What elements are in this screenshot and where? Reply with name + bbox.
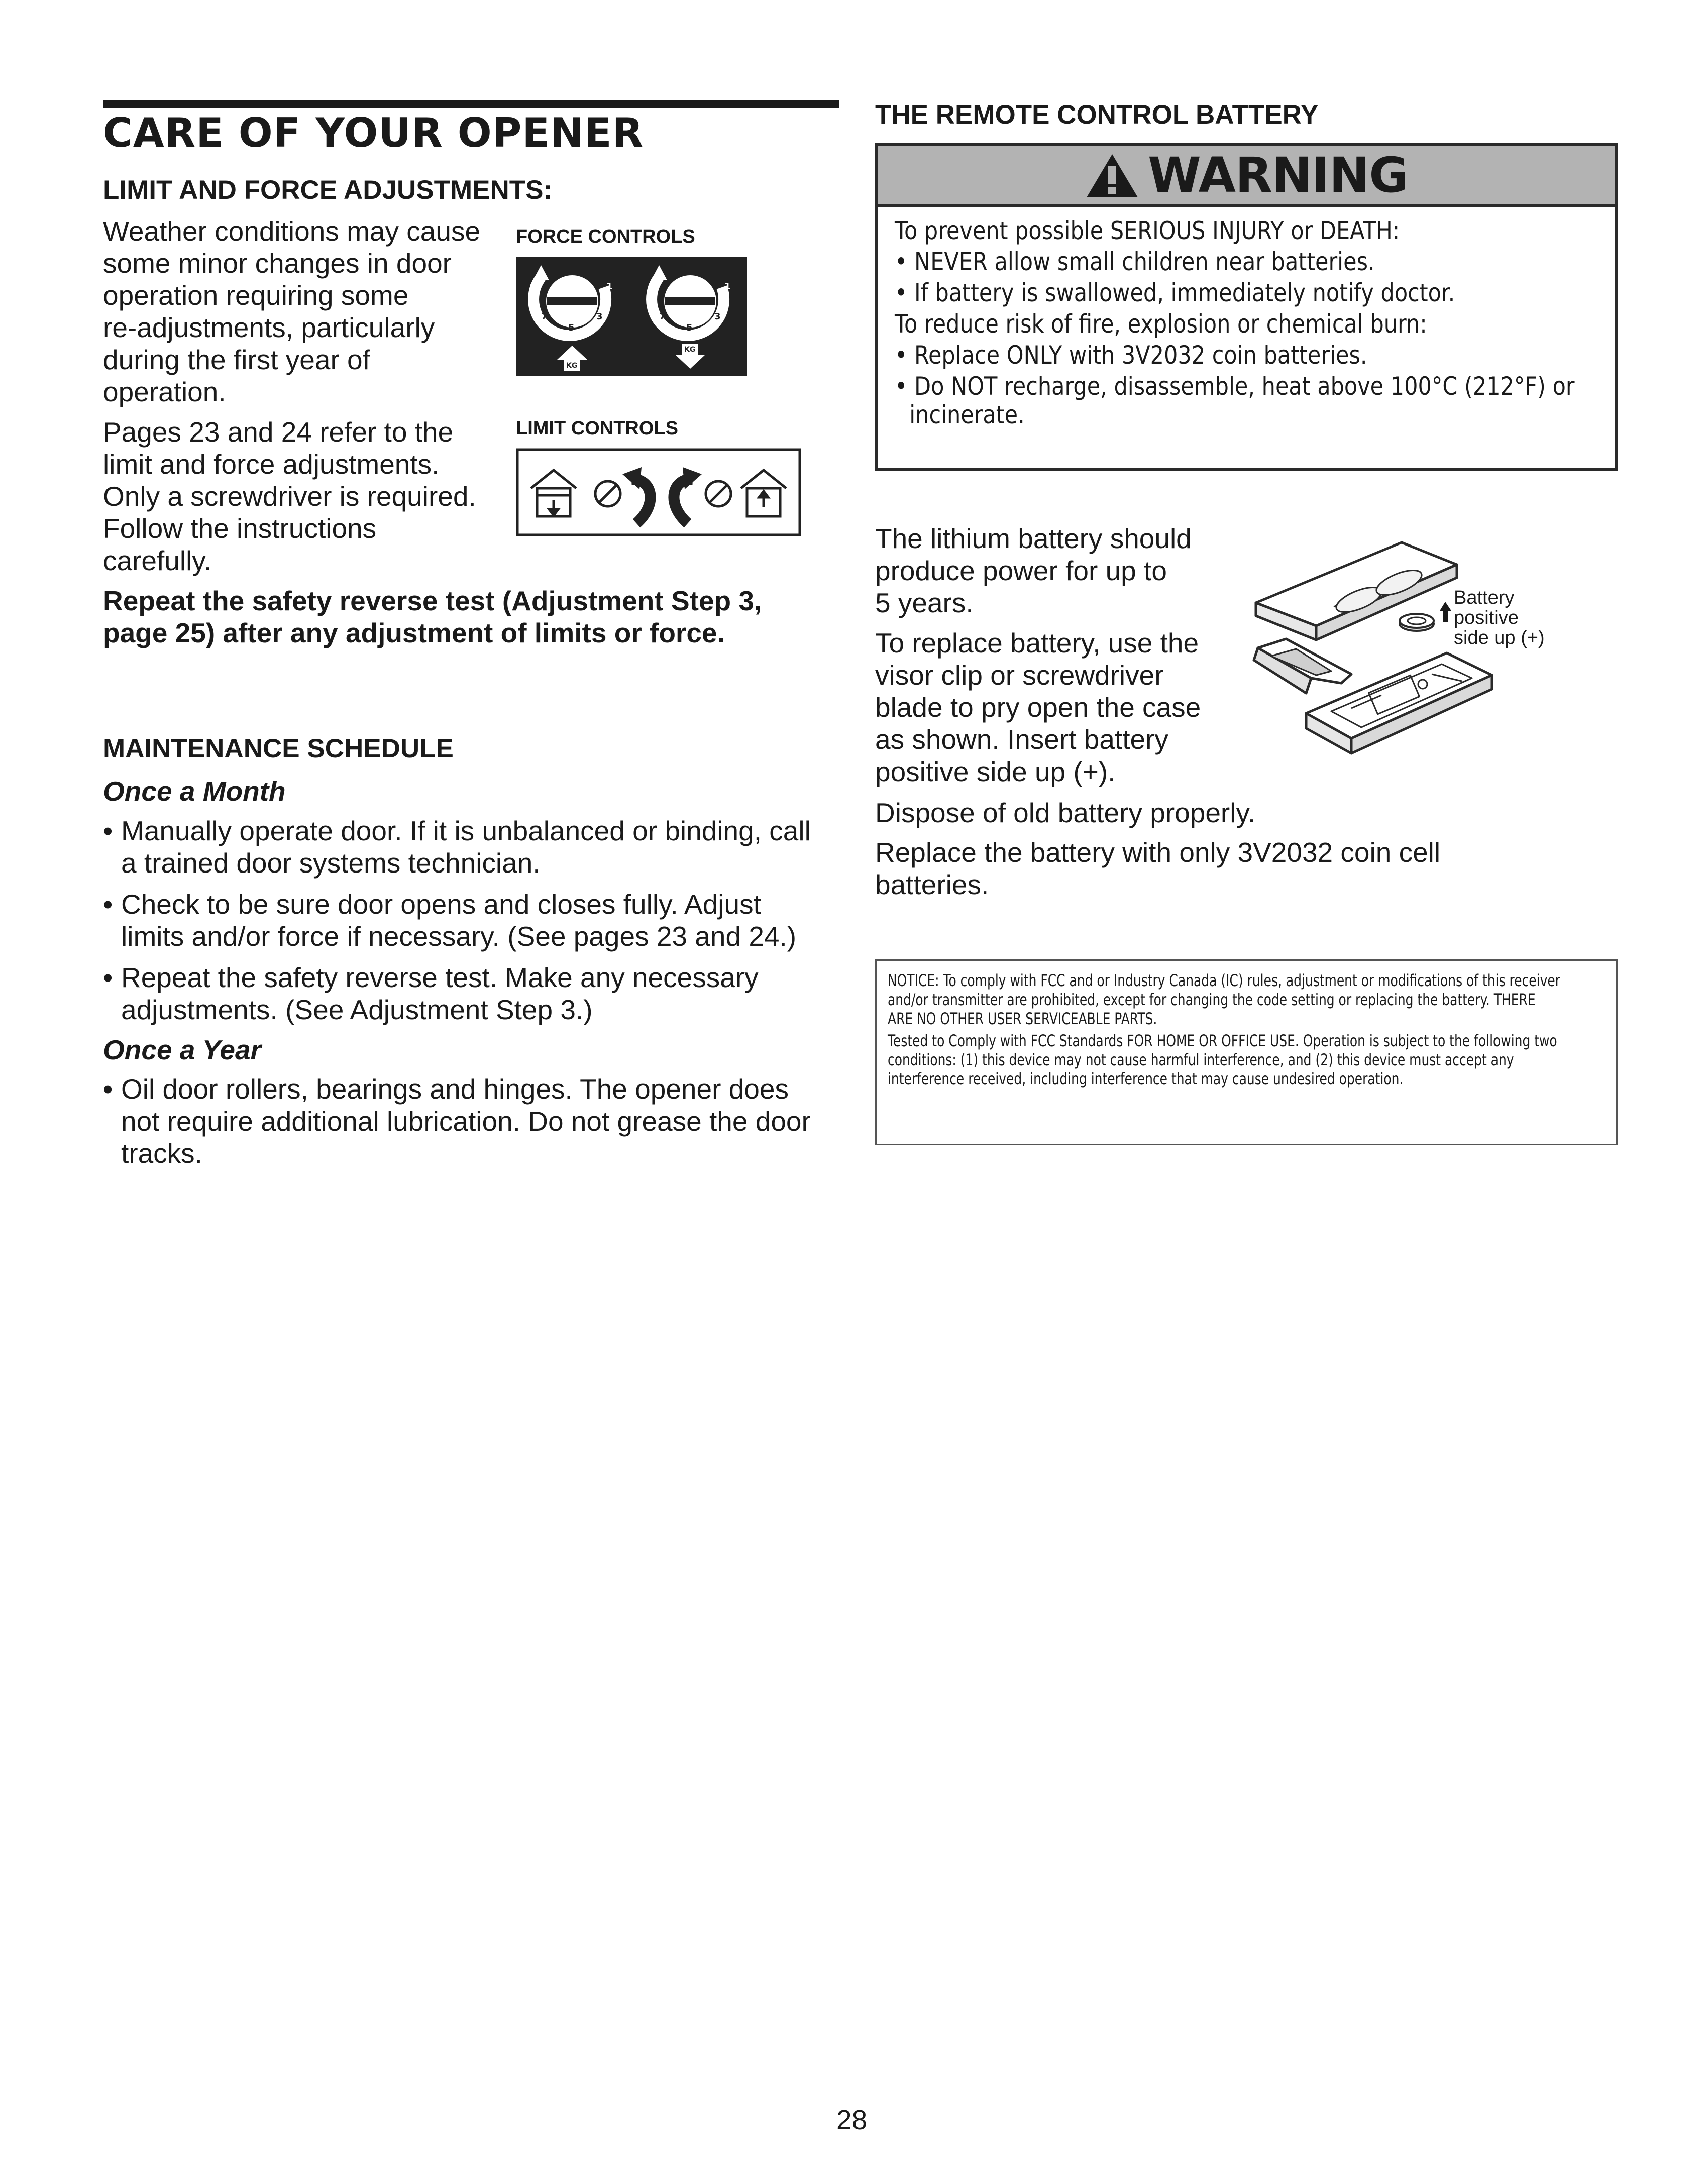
battery-callout-line: positive [1454,607,1519,628]
dial-tick-3: 3 [596,311,603,322]
limit-controls-label: LIMIT CONTROLS [516,418,678,439]
replace-line: positive side up (+). [875,756,1116,787]
notice-paragraph: Tested to Comply with FCC Standards FOR HOME OR OFFICE USE. Operation is subject to the following two conditions: (1) this device may not cause harmful interference, and (2) this device must accept any interference received, including interference that may cause undesired operation. [888,1031,1557,1088]
pages-line: limit and force adjustments. [103,449,440,480]
screw-down-icon [595,481,620,506]
battery-callout-line: Battery [1454,587,1515,608]
warning-box [875,143,1618,471]
list-item-line: Check to be sure door opens and closes fully. Adjust [121,889,761,920]
visor-clip [1254,639,1351,693]
remote-battery-heading: THE REMOTE CONTROL BATTERY [875,100,1319,130]
dial-tick-7: 7 [541,311,548,322]
list-item-line: tracks. [121,1138,202,1169]
lithium-line: The lithium battery should [875,523,1192,554]
list-item-line: a trained door systems technician. [121,847,541,879]
replace-only-line: Replace the battery with only 3V2032 coin cell [875,837,1441,868]
list-item [103,815,857,879]
warning-line: To prevent possible SERIOUS INJURY or DEATH: [895,216,1400,245]
warning-header [878,146,1615,207]
limit-force-heading: LIMIT AND FORCE ADJUSTMENTS: [103,175,553,205]
dial-tick-1: 1 [606,281,613,292]
replace-line: To replace battery, use the [875,627,1199,659]
pages-line: Follow the instructions [103,513,377,544]
dial-tick-5: 5 [686,322,693,333]
month-list [103,815,857,1035]
maintenance-heading: MAINTENANCE SCHEDULE [103,734,454,764]
dial-tick-5: 5 [568,322,575,333]
page-title: CARE OF YOUR OPENER [103,110,644,156]
dispose-text: Dispose of old battery properly. [875,797,1256,828]
pages-line: Only a screwdriver is required. [103,481,476,512]
pages-line: carefully. [103,545,211,576]
force-panel [516,257,747,376]
replace-only-line: batteries. [875,869,989,900]
replace-line: visor clip or screwdriver [875,660,1164,691]
replace-paragraph [875,627,1277,788]
once-a-year-heading: Once a Year [103,1034,261,1065]
weather-line: re-adjustments, particularly [103,312,435,343]
year-list [103,1073,857,1178]
lithium-paragraph [875,522,1277,619]
warning-triangle-icon [1085,151,1140,199]
warning-body [895,215,1698,428]
weather-line: operation. [103,376,226,407]
weather-line: during the first year of [103,344,370,375]
list-item-line: adjustments. (See Adjustment Step 3.) [121,994,593,1025]
weather-line: some minor changes in door [103,248,452,279]
pages-paragraph [103,416,505,577]
replace-only-paragraph [875,836,1578,901]
list-item-line: Oil door rollers, bearings and hinges. The opener does [121,1073,789,1105]
page-number: 28 [836,2104,868,2135]
dial-kg-label: KG [684,346,696,354]
remote-battery-figure [1251,532,1562,769]
dial-tick-9: 9 [648,281,655,292]
list-item-line: Repeat the safety reverse test. Make any necessary [121,962,759,993]
dial-tick-9: 9 [530,281,537,292]
lithium-line: 5 years. [875,587,974,618]
fcc-notice-box [875,959,1618,1145]
force-controls-label: FORCE CONTROLS [516,226,695,247]
warning-title: WARNING [1148,147,1408,203]
weather-line: Weather conditions may cause [103,215,481,247]
notice-paragraph: NOTICE: To comply with FCC and or Industry Canada (IC) rules, adjustment or modifications of this receiver and/or transmitter are prohibited, except for changing the code setting or replacing the battery. THERE ARE NO OTHER USER SERVICEABLE PARTS. [888,971,1560,1028]
force-controls-figure [516,257,747,376]
list-item-line: not require additional lubrication. Do not grease the door [121,1106,811,1137]
limit-panel [517,450,800,535]
once-a-month-heading: Once a Month [103,776,286,807]
lithium-line: produce power for up to [875,555,1167,586]
list-item-line: limits and/or force if necessary. (See pages 23 and 24.) [121,921,797,952]
list-item-line: Manually operate door. If it is unbalanced or binding, call [121,815,811,846]
pages-line: Pages 23 and 24 refer to the [103,416,454,448]
arrow-up-icon [1440,602,1451,622]
battery-callout-line: side up (+) [1454,627,1545,648]
weather-line: operation requiring some [103,280,409,311]
repeat-line: Repeat the safety reverse test (Adjustment Step 3, [103,585,762,616]
weather-paragraph [103,215,505,408]
warning-line: • If battery is swallowed, immediately notify doctor. [895,278,1455,307]
dial-tick-1: 1 [724,281,731,292]
replace-line: as shown. Insert battery [875,724,1168,755]
dial-tick-3: 3 [714,311,721,322]
repeat-line: page 25) after any adjustment of limits or force. [103,617,725,648]
screw-up-icon [706,481,731,506]
list-item [103,961,857,1026]
coin-battery-icon [1400,614,1434,631]
warning-line: • Do NOT recharge, disassemble, heat above 100°C (212°F) or [895,372,1575,401]
list-item [103,888,857,952]
limit-controls-figure [516,448,801,536]
replace-line: blade to pry open the case [875,692,1201,723]
title-rule [103,100,839,108]
warning-line: To reduce risk of fire, explosion or chemical burn: [895,309,1427,339]
warning-line: • Replace ONLY with 3V2032 coin batteries. [895,341,1367,370]
repeat-test-note [103,585,857,649]
list-item [103,1073,857,1169]
dial-kg-label: KG [566,362,578,370]
dial-tick-7: 7 [659,311,666,322]
warning-line: • NEVER allow small children near batteries. [895,247,1375,276]
warning-line: incinerate. [909,400,1025,429]
